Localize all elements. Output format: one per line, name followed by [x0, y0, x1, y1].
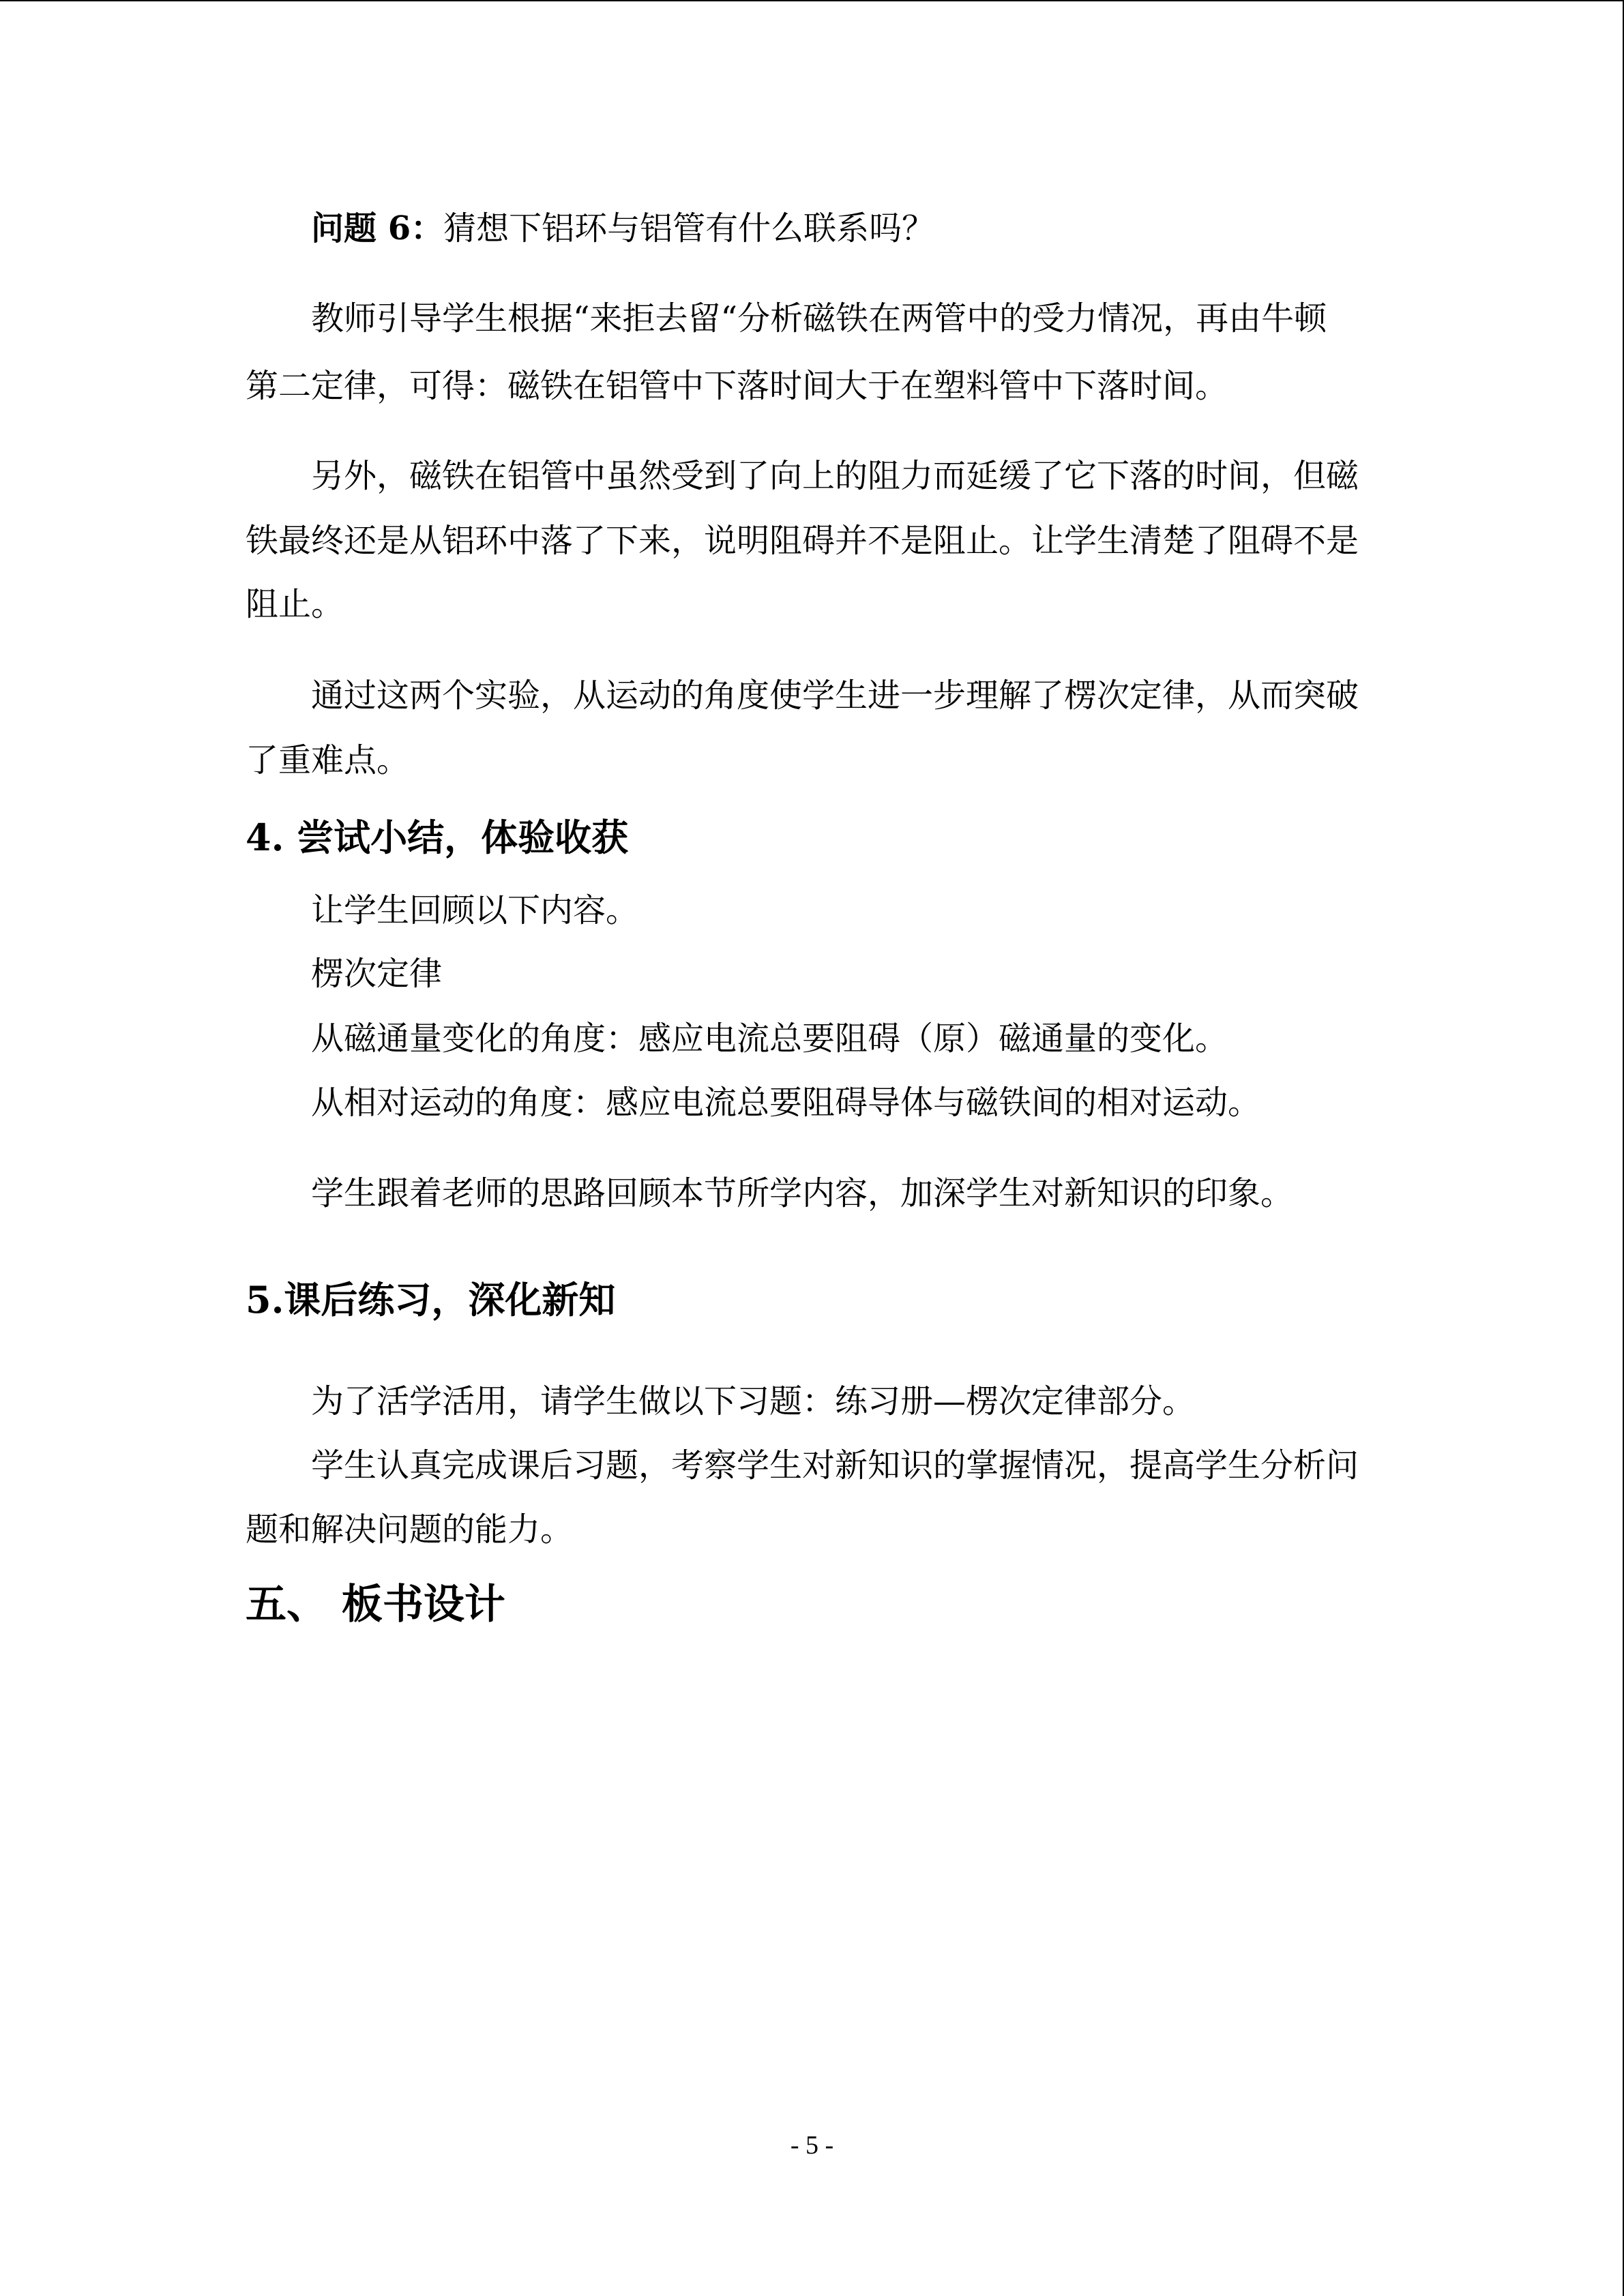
paragraph-2-line-2: 铁最终还是从铝环中落了下来，说明阻碍并不是阻止。让学生清楚了阻碍不是	[246, 522, 1359, 560]
section-5-paragraph-2-line-1: 学生认真完成课后习题，考察学生对新知识的掌握情况，提高学生分析问	[311, 1446, 1359, 1485]
section-5-paragraph-2-line-2: 题和解决问题的能力。	[246, 1510, 574, 1549]
paragraph-3-line-1: 通过这两个实验，从运动的角度使学生进一步理解了楞次定律，从而突破	[311, 676, 1359, 715]
section-4-item-4: 从相对运动的角度：感应电流总要阻碍导体与磁铁间的相对运动。	[311, 1084, 1261, 1122]
section-4-heading: 4. 尝试小结，体验收获	[246, 816, 629, 859]
section-5-heading: 5.课后练习，深化新知	[246, 1278, 616, 1322]
section-5-paragraph-1: 为了活学活用，请学生做以下习题：练习册—楞次定律部分。	[311, 1382, 1196, 1420]
section-4-item-1: 让学生回顾以下内容。	[311, 891, 639, 929]
paragraph-2-line-1: 另外，磁铁在铝管中虽然受到了向上的阻力而延缓了它下落的时间，但磁	[311, 457, 1359, 495]
section-4-item-2: 楞次定律	[311, 955, 443, 993]
section-4-summary: 学生跟着老师的思路回顾本节所学内容，加深学生对新知识的印象。	[311, 1174, 1294, 1212]
question-6	[311, 208, 934, 249]
paragraph-1-line-2: 第二定律，可得：磁铁在铝管中下落时间大于在塑料管中下落时间。	[246, 367, 1228, 405]
page-number: - 5 -	[790, 2131, 834, 2160]
section-v-heading: 五、 板书设计	[246, 1581, 505, 1628]
question-6-text: 猜想下铝环与铝管有什么联系吗？	[443, 209, 935, 248]
section-4-item-3: 从磁通量变化的角度：感应电流总要阻碍（原）磁通量的变化。	[311, 1019, 1228, 1058]
paragraph-3-line-2: 了重难点。	[246, 741, 410, 779]
paragraph-1-line-1: 教师引导学生根据“来拒去留“分析磁铁在两管中的受力情况，再由牛顿	[311, 299, 1327, 338]
paragraph-2-line-3: 阻止。	[246, 585, 344, 623]
question-6-label: 问题 6：	[311, 209, 444, 248]
